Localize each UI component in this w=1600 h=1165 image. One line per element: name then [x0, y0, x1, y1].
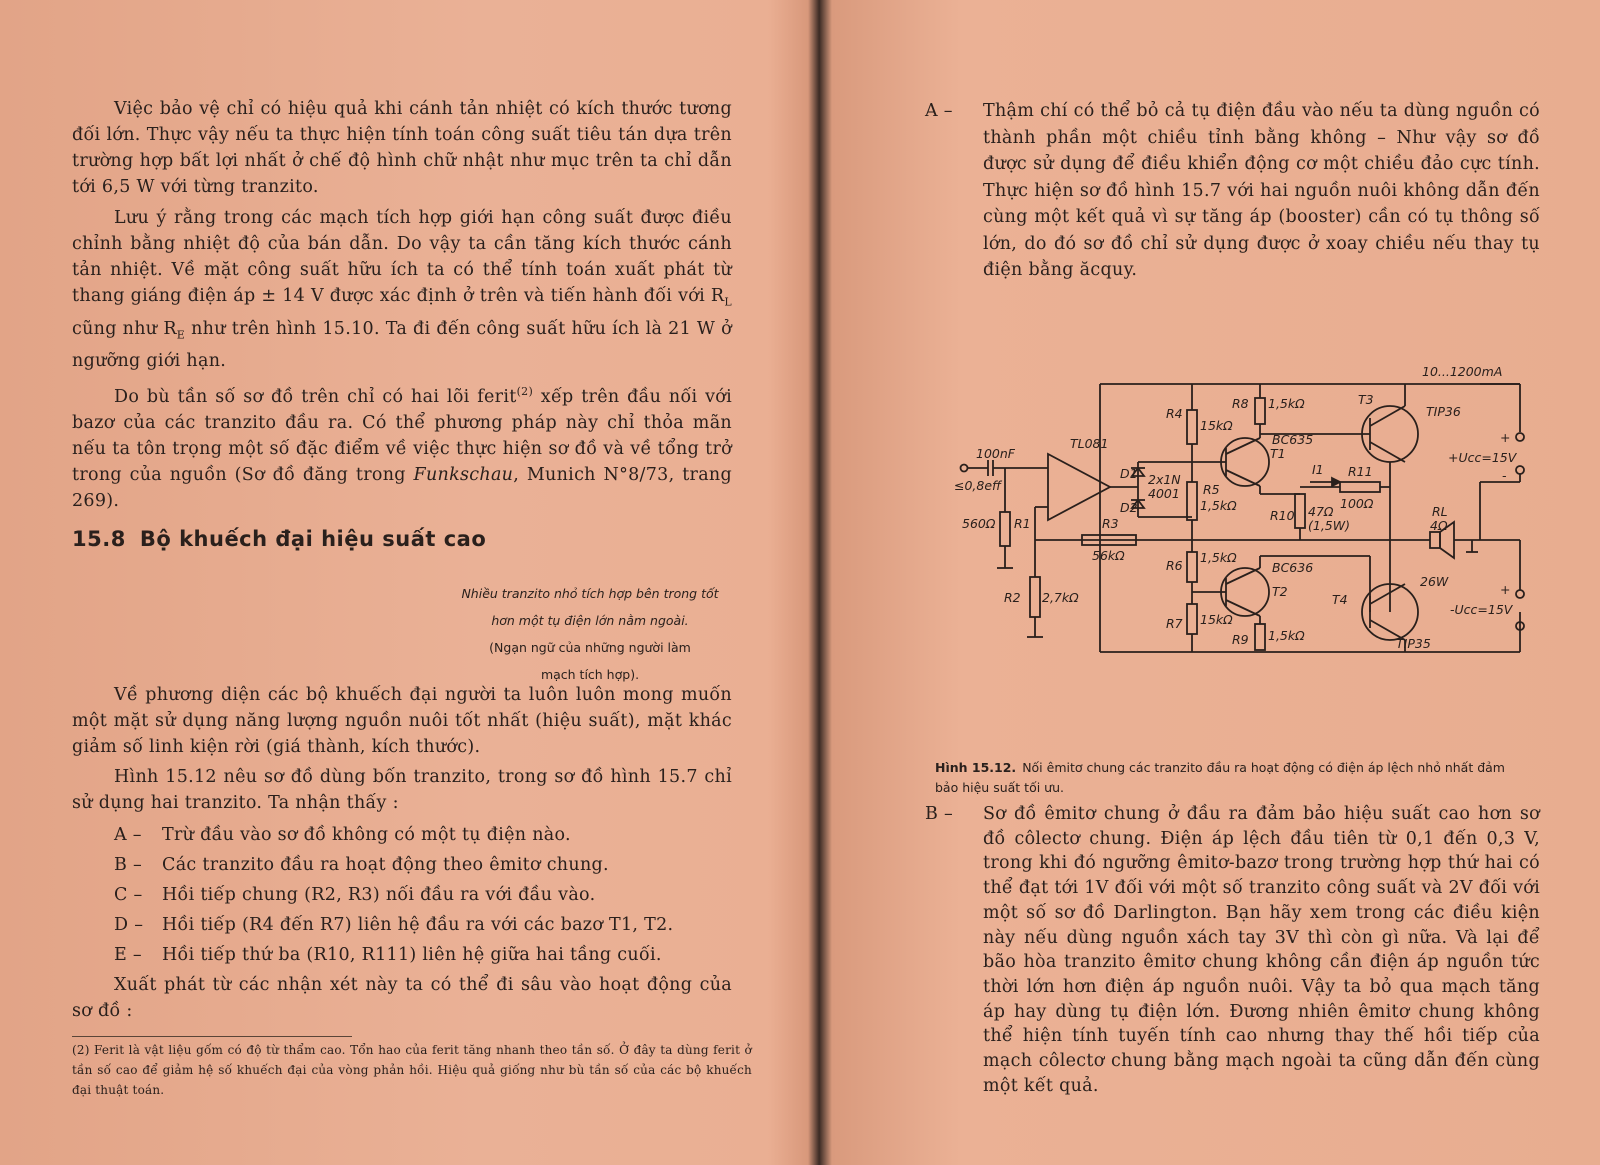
label-cin: 100nF — [976, 446, 1015, 461]
label-plus-top: + — [1500, 430, 1511, 445]
label-r4: R4 — [1166, 406, 1183, 421]
label-diodes: 2x1N — [1148, 472, 1181, 487]
circuit-schematic — [954, 362, 1540, 682]
caption-text: Nối êmitơ chung các tranzito đầu ra hoạt động có điện áp lệch nhỏ nhất đảm bảo hiệu suất tối ưu. — [935, 760, 1505, 795]
paragraph-2: Lưu ý rằng trong các mạch tích hợp giới hạn công suất được điều chỉnh bằng nhiệt độ của bán dẫn. Do vậy ta cần tăng kích thước cánh tản nhiệt. Về mặt công suất hữu ích ta có thể tính toán xuất phát từ thang giáng điện áp ± 14 V được xác định ở trên và tiến hành đối với $R_L$ cũng như $R_E$ như trên hình 15.10. Ta đi đến công suất hữu ích là 21 W ở ngưỡng giới hạn. — [72, 208, 732, 371]
label-r5-value: 1,5kΩ — [1200, 498, 1237, 513]
list-item: C – Hồi tiếp chung (R2, R3) nối đầu ra với đầu vào. — [114, 885, 596, 905]
paragraph-3: Do bù tần số sơ đồ trên chỉ có hai lõi ferit$^{(2)}$ xếp trên đầu nối với bazơ của các tranzito đầu ra. Có thể phương pháp này chỉ thỏa mãn nếu ta tôn trọng một số đặc điểm về việc thực hiện sơ đồ và về tổng trở trong của nguồn (Sơ đồ đăng trong Funkschau, Munich N°8/73, trang 269). — [72, 385, 733, 511]
label-r10-power: (1,5W) — [1308, 518, 1350, 533]
label-t2: T2 — [1272, 584, 1288, 599]
label-opamp: TL081 — [1070, 436, 1109, 451]
label-r9-value: 1,5kΩ — [1268, 628, 1305, 643]
r6-resistor — [1187, 552, 1197, 582]
label-r1: R1 — [1014, 516, 1031, 531]
r10-resistor — [1295, 494, 1305, 528]
feature-list — [114, 820, 732, 970]
footnote-rule — [72, 1036, 352, 1037]
label-r4-value: 15kΩ — [1200, 418, 1233, 433]
label-r6-value: 1,5kΩ — [1200, 550, 1237, 565]
label-r11-value: 100Ω — [1340, 496, 1374, 511]
paragraph-4: Về phương diện các bộ khuếch đại người ta luôn luôn mong muốn một mặt sử dụng năng lượng nguồn nuôi tốt nhất (hiệu suất), mặt khác giảm số linh kiện rời (giá thành, kích thước). — [72, 685, 732, 757]
label-r3-value: 56kΩ — [1092, 548, 1125, 563]
label-r7: R7 — [1166, 616, 1183, 631]
remark-b — [925, 802, 1540, 1098]
r11-resistor — [1340, 482, 1380, 492]
label-diodes-type: 4001 — [1148, 486, 1180, 501]
list-item: B – Các tranzito đầu ra hoạt động theo êmitơ chung. — [114, 855, 609, 875]
speaker — [1430, 532, 1440, 548]
remark-a — [925, 98, 1540, 284]
footnote-ref[interactable]: (2) — [516, 385, 534, 398]
label-t3: T3 — [1358, 392, 1374, 407]
label-r8: R8 — [1232, 396, 1249, 411]
label-r5: R5 — [1203, 482, 1220, 497]
label-r1-value: 560Ω — [962, 516, 996, 531]
section-title: Bộ khuếch đại hiệu suất cao — [139, 527, 487, 551]
label-r2: R2 — [1004, 590, 1021, 605]
list-item: E – Hồi tiếp thứ ba (R10, R111) liên hệ giữa hai tầng cuối. — [114, 945, 662, 965]
label-t2-type: BC636 — [1272, 560, 1314, 575]
r4-resistor — [1187, 410, 1197, 444]
caption-label: Hình 15.12. — [935, 760, 1017, 775]
section-number: 15.8 — [72, 527, 126, 551]
label-d2: D2 — [1120, 500, 1138, 515]
label-r10: R10 — [1270, 508, 1295, 523]
label-d1: D1 — [1120, 466, 1138, 481]
r1-resistor — [1000, 512, 1010, 546]
label-t3-type: TIP36 — [1426, 404, 1461, 419]
label-r9: R9 — [1232, 632, 1249, 647]
paragraph-6: Xuất phát từ các nhận xét này ta có thể đi sâu vào hoạt động của sơ đồ : — [72, 975, 732, 1021]
label-t1: T1 — [1270, 446, 1286, 461]
footnote: (2) Ferit là vật liệu gốm có độ từ thẩm cao. Tổn hao của ferit tăng nhanh theo tần số. Ở đây ta dùng ferit ở tần số cao để giảm hệ số khuếch đại của vòng phản hồi. Hiệu quả giống như bù tần số của các bộ khuếch đại thuật toán. — [72, 1043, 752, 1097]
label-vin: ≤0,8eff — [954, 478, 1002, 493]
label-r7-value: 15kΩ — [1200, 612, 1233, 627]
label-current: 10...1200mA — [1422, 364, 1503, 379]
label-r2-value: 2,7kΩ — [1042, 590, 1079, 605]
label-t1-type: BC635 — [1272, 432, 1314, 447]
epigraph: Nhiều tranzito nhỏ tích hợp bên trong tốt hơn một tụ điện lớn nằm ngoài. (Ngạn ngữ của những người làm mạch tích hợp). — [461, 586, 719, 682]
r7-resistor — [1187, 604, 1197, 634]
label-t4-type: TIP35 — [1396, 636, 1431, 651]
paragraph-1: Việc bảo vệ chỉ có hiệu quả khi cánh tản nhiệt có kích thước tương đối lớn. Thực vậy nếu ta thực hiện tính toán công suất tiêu tán dựa trên trường hợp bất lợi nhất ở chế độ hình chữ nhật như mục trên ta chỉ dẫn tới 6,5 W với từng tranzito. — [72, 99, 732, 197]
paragraph-2-text: Lưu ý rằng trong các mạch tích hợp giới hạn công suất được điều chỉnh bằng nhiệt độ của bán dẫn. Do vậy ta cần tăng kích thước cánh tản nhiệt. Về mặt công suất hữu ích ta có thể tính toán xuất phát từ thang giáng điện áp ± 14 V được xác định ở trên và tiến hành đối với — [72, 208, 732, 306]
label-r11: R11 — [1348, 464, 1373, 479]
label-rl-value: 4Ω — [1430, 518, 1448, 533]
label-minus-top: - — [1502, 468, 1507, 483]
label-i1: I1 — [1312, 462, 1324, 477]
label-rl: RL — [1432, 504, 1448, 519]
r5-resistor — [1187, 482, 1197, 520]
label-r3: R3 — [1102, 516, 1119, 531]
r9-resistor — [1255, 624, 1265, 650]
list-item: A – Trừ đầu vào sơ đồ không có một tụ điện nào. — [114, 825, 571, 845]
figure-caption — [935, 758, 1525, 798]
label-power: 26W — [1420, 574, 1449, 589]
r8-resistor — [1255, 398, 1265, 424]
label-vcc-neg: -Ucc=15V — [1450, 602, 1513, 617]
remark-b-text: Sơ đồ êmitơ chung ở đầu ra đảm bảo hiệu suất cao hơn sơ đồ côlectơ chung. Điện áp lệch đầu tiên từ 0,1 đến 0,3 V, trong khi đó ngưỡng êmitơ-bazơ trong trường hợp thứ hai có thể đạt tới 1V đối với một số tranzito công suất và 2V đối với một số sơ đồ Darlington. Bạn hãy xem trong các điều kiện này nếu dùng nguồn xách tay 3V thì còn gì nữa. Và lại để bão hòa tranzito êmitơ chung không cần điện áp nguồn tức thời lớn hơn điện áp nguồn nuôi. Vậy ta bỏ qua mạch tăng áp hay dùng tụ điện lớn. Đương nhiên êmitơ chung không thể hiện tính tuyến tính cao nhưng thay thế hồi tiếp của mạch côlectơ chung bằng mạch ngoài ta cũng dẫn đến cùng một kết quả. — [983, 804, 1540, 1096]
paragraph-5: Hình 15.12 nêu sơ đồ dùng bốn tranzito, trong sơ đồ hình 15.7 chỉ sử dụng hai tranzito. Ta nhận thấy : — [72, 767, 732, 813]
left-body-top — [72, 96, 732, 514]
remark-b-label: B – — [925, 804, 954, 824]
left-body-bottom — [72, 682, 732, 1024]
remark-a-label: A – — [925, 101, 953, 121]
section-heading — [72, 527, 500, 551]
list-item: D – Hồi tiếp (R4 đến R7) liên hệ đầu ra với các bazơ T1, T2. — [114, 915, 674, 935]
label-r6: R6 — [1166, 558, 1183, 573]
remark-a-text: Thậm chí có thể bỏ cả tụ điện đầu vào nếu ta dùng nguồn có thành phần một chiều tỉnh bằng không – Như vậy sơ đồ được sử dụng để điều khiển động cơ một chiều đảo cực tính. Thực hiện sơ đồ hình 15.7 với hai nguồn nuôi không dẫn đến cùng một kết quả vì sự tăng áp (booster) cần có tụ thông số lớn, do đó sơ đồ chỉ sử dụng được ở xoay chiều nếu thay tụ điện bằng ăcquy. — [983, 101, 1540, 280]
label-plus-bottom: + — [1500, 582, 1511, 597]
label-r10-value: 47Ω — [1308, 504, 1334, 519]
r2-resistor — [1030, 577, 1040, 617]
label-vcc-pos: +Ucc=15V — [1448, 450, 1517, 465]
label-t4: T4 — [1332, 592, 1348, 607]
label-r8-value: 1,5kΩ — [1268, 396, 1305, 411]
